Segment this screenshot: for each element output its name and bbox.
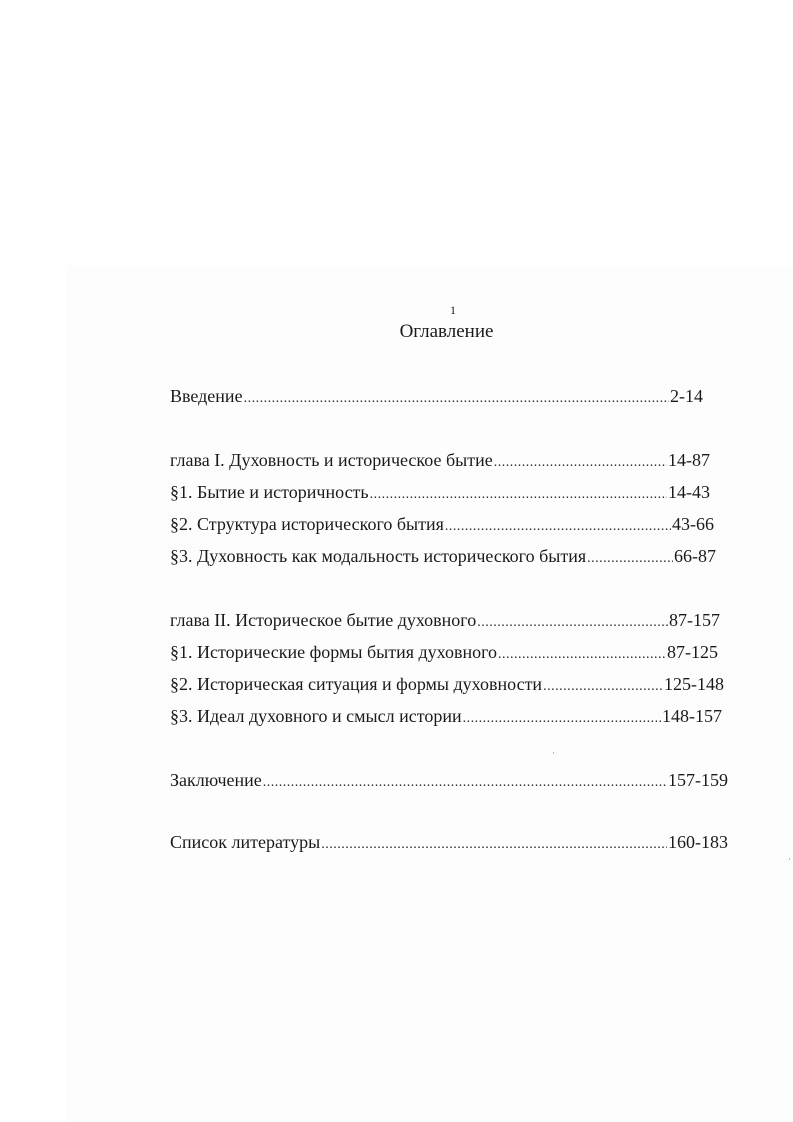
toc-entry-label: Список литературы (170, 832, 321, 852)
toc-entry-chapter-1-section-2 (170, 512, 714, 539)
toc-entry-conclusion (170, 768, 728, 795)
toc-entry-label: §3. Духовность как модальность исторического бытия (170, 546, 587, 566)
toc-entry-chapter-2-section-1 (170, 640, 718, 667)
toc-entry-chapter-2-section-3 (170, 704, 722, 731)
toc-entry-pages: 87-125 (667, 642, 718, 662)
toc-entry-pages: 148-157 (662, 706, 722, 726)
toc-entry-chapter-2-section-2 (170, 672, 724, 699)
toc-entry-pages: 87-157 (669, 610, 720, 630)
toc-entry-pages: 157-159 (668, 770, 728, 790)
toc-entry-label: глава II. Историческое бытие духовного (170, 610, 477, 630)
toc-entry-label: §2. Структура исторического бытия (170, 514, 444, 534)
toc-entry-pages: 14-87 (668, 450, 710, 470)
toc-entry-introduction (170, 384, 703, 411)
dot-leader (321, 833, 667, 857)
toc-entry-pages: 43-66 (672, 514, 714, 534)
dot-leader (477, 611, 668, 635)
toc-entry-label: глава I. Духовность и историческое бытие (170, 450, 493, 470)
toc-entry-label: §2. Историческая ситуация и формы духовности (170, 674, 543, 694)
toc-entry-pages: 14-43 (668, 482, 710, 502)
dot-leader (244, 387, 669, 411)
dot-leader (445, 515, 671, 539)
dot-leader (498, 643, 666, 667)
scan-speck (789, 858, 790, 860)
toc-entry-chapter-1 (170, 448, 710, 475)
toc-entry-bibliography (170, 830, 728, 857)
toc-entry-pages: 66-87 (674, 546, 716, 566)
toc-entry-chapter-1-section-1 (170, 480, 710, 507)
dot-leader (370, 483, 667, 507)
toc-entry-chapter-1-section-3 (170, 544, 716, 571)
dot-leader (587, 547, 673, 571)
dot-leader (463, 707, 661, 731)
scan-speck (553, 752, 554, 754)
toc-entry-pages: 160-183 (668, 832, 728, 852)
toc-entry-label: §3. Идеал духовного и смысл истории (170, 706, 462, 726)
page-number: 1 (450, 303, 456, 317)
toc-entry-pages: 125-148 (664, 674, 724, 694)
toc-entry-chapter-2 (170, 608, 720, 635)
dot-leader (263, 771, 667, 795)
toc-entry-label: §1. Исторические формы бытия духовного (170, 642, 498, 662)
toc-entry-label: Заключение (170, 770, 262, 790)
toc-title: Оглавление (399, 321, 494, 342)
toc-entry-pages: 2-14 (670, 386, 703, 406)
dot-leader (494, 451, 667, 475)
toc-entry-label: §1. Бытие и историчность (170, 482, 369, 502)
toc-entry-label: Введение (170, 386, 243, 406)
dot-leader (543, 675, 663, 699)
